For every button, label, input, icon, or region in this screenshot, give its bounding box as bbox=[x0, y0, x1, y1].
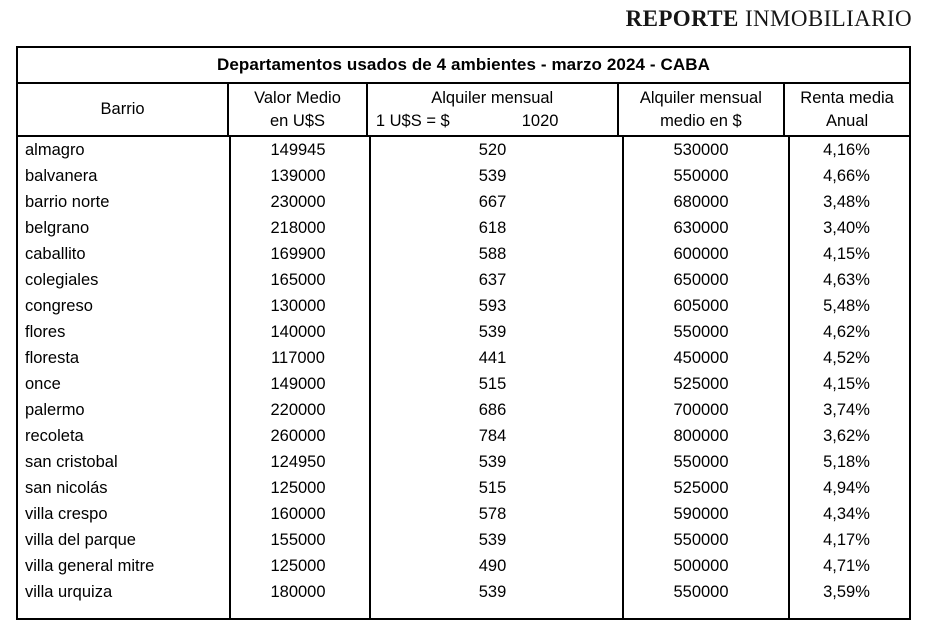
cell-barrio: villa del parque bbox=[25, 531, 136, 549]
exchange-rate-note bbox=[368, 110, 617, 133]
table-row bbox=[18, 553, 909, 579]
brand-logo bbox=[626, 6, 912, 32]
table-title: Departamentos usados de 4 ambientes - marzo 2024 - CABA bbox=[217, 55, 710, 74]
cell-renta-media-anual: 4,62% bbox=[823, 323, 870, 341]
column-header-barrio bbox=[18, 84, 229, 135]
cell-renta-media-anual: 4,52% bbox=[823, 349, 870, 367]
column-header-renta-media bbox=[785, 84, 909, 135]
cell-alquiler-mensual-pesos: 525000 bbox=[673, 479, 729, 497]
cell-alquiler-mensual-usd: 520 bbox=[478, 141, 507, 159]
brand-name-secondary: INMOBILIARIO bbox=[744, 6, 912, 31]
cell-barrio: san cristobal bbox=[25, 453, 118, 471]
cell-barrio: caballito bbox=[25, 245, 86, 263]
cell-valor-medio-usd: 218000 bbox=[270, 219, 326, 237]
column-header-valor-medio bbox=[229, 84, 368, 135]
cell-alquiler-mensual-usd: 588 bbox=[478, 245, 507, 263]
cell-valor-medio-usd: 125000 bbox=[270, 479, 326, 497]
cell-alquiler-mensual-usd: 539 bbox=[478, 323, 507, 341]
cell-renta-media-anual: 4,34% bbox=[823, 505, 870, 523]
table-title-row bbox=[18, 48, 909, 84]
table-row bbox=[18, 423, 909, 449]
cell-valor-medio-usd: 140000 bbox=[270, 323, 326, 341]
table-row bbox=[18, 371, 909, 397]
cell-alquiler-mensual-pesos: 700000 bbox=[673, 401, 729, 419]
cell-barrio: once bbox=[25, 375, 61, 393]
cell-renta-media-anual: 4,17% bbox=[823, 531, 870, 549]
cell-alquiler-mensual-usd: 784 bbox=[478, 427, 507, 445]
cell-alquiler-mensual-pesos: 525000 bbox=[673, 375, 729, 393]
column-header-alquiler-mensual-line1: Alquiler mensual bbox=[431, 88, 554, 107]
cell-renta-media-anual: 3,48% bbox=[823, 193, 870, 211]
column-header-barrio-label: Barrio bbox=[100, 100, 145, 118]
cell-renta-media-anual: 4,16% bbox=[823, 141, 870, 159]
report-table bbox=[16, 46, 911, 620]
cell-valor-medio-usd: 124950 bbox=[270, 453, 326, 471]
table-header-row bbox=[18, 84, 909, 137]
table-row bbox=[18, 345, 909, 371]
cell-renta-media-anual: 4,15% bbox=[823, 375, 870, 393]
column-header-alquiler-mensual bbox=[368, 84, 619, 135]
cell-alquiler-mensual-usd: 441 bbox=[478, 349, 507, 367]
table-row bbox=[18, 319, 909, 345]
cell-barrio: villa urquiza bbox=[25, 583, 113, 601]
cell-alquiler-mensual-pesos: 800000 bbox=[673, 427, 729, 445]
table-row bbox=[18, 449, 909, 475]
cell-alquiler-mensual-pesos: 550000 bbox=[673, 323, 729, 341]
table-row bbox=[18, 293, 909, 319]
cell-barrio: congreso bbox=[25, 297, 93, 315]
cell-alquiler-mensual-pesos: 550000 bbox=[673, 583, 729, 601]
cell-renta-media-anual: 5,18% bbox=[823, 453, 870, 471]
exchange-rate-label: 1 U$S = $ bbox=[375, 111, 450, 130]
column-header-renta-media-line2: Anual bbox=[825, 111, 869, 130]
table-row bbox=[18, 501, 909, 527]
cell-alquiler-mensual-usd: 686 bbox=[478, 401, 507, 419]
cell-renta-media-anual: 4,66% bbox=[823, 167, 870, 185]
cell-alquiler-mensual-usd: 637 bbox=[478, 271, 507, 289]
table-row bbox=[18, 475, 909, 501]
cell-alquiler-mensual-usd: 539 bbox=[478, 583, 507, 601]
cell-alquiler-mensual-pesos: 550000 bbox=[673, 453, 729, 471]
cell-valor-medio-usd: 139000 bbox=[270, 167, 326, 185]
column-header-alquiler-pesos bbox=[619, 84, 786, 135]
table-row bbox=[18, 137, 909, 163]
cell-alquiler-mensual-usd: 490 bbox=[478, 557, 507, 575]
cell-renta-media-anual: 5,48% bbox=[823, 297, 870, 315]
cell-renta-media-anual: 4,94% bbox=[823, 479, 870, 497]
cell-alquiler-mensual-pesos: 650000 bbox=[673, 271, 729, 289]
cell-alquiler-mensual-pesos: 680000 bbox=[673, 193, 729, 211]
column-header-valor-medio-line2: en U$S bbox=[269, 111, 326, 130]
cell-alquiler-mensual-usd: 515 bbox=[478, 479, 507, 497]
table-row bbox=[18, 163, 909, 189]
table-row bbox=[18, 397, 909, 423]
cell-barrio: palermo bbox=[25, 401, 85, 419]
cell-barrio: barrio norte bbox=[25, 193, 110, 211]
cell-renta-media-anual: 3,40% bbox=[823, 219, 870, 237]
cell-alquiler-mensual-usd: 515 bbox=[478, 375, 507, 393]
cell-valor-medio-usd: 117000 bbox=[271, 349, 325, 367]
cell-renta-media-anual: 4,15% bbox=[823, 245, 870, 263]
column-header-renta-media-line1: Renta media bbox=[800, 88, 894, 107]
brand-name-primary: REPORTE bbox=[625, 6, 739, 31]
column-header-alquiler-pesos-line1: Alquiler mensual bbox=[639, 88, 762, 107]
cell-valor-medio-usd: 155000 bbox=[270, 531, 326, 549]
cell-alquiler-mensual-pesos: 600000 bbox=[673, 245, 729, 263]
table-row bbox=[18, 267, 909, 293]
table-body bbox=[18, 137, 909, 618]
cell-valor-medio-usd: 230000 bbox=[270, 193, 326, 211]
cell-renta-media-anual: 3,74% bbox=[823, 401, 870, 419]
table-row bbox=[18, 215, 909, 241]
cell-barrio: villa general mitre bbox=[25, 557, 155, 575]
cell-barrio: belgrano bbox=[25, 219, 90, 237]
cell-valor-medio-usd: 165000 bbox=[270, 271, 326, 289]
cell-barrio: floresta bbox=[25, 349, 80, 367]
column-header-valor-medio-line1: Valor Medio bbox=[254, 88, 341, 107]
cell-alquiler-mensual-pesos: 550000 bbox=[673, 167, 729, 185]
cell-alquiler-mensual-usd: 667 bbox=[478, 193, 507, 211]
cell-alquiler-mensual-pesos: 550000 bbox=[673, 531, 729, 549]
cell-alquiler-mensual-pesos: 530000 bbox=[673, 141, 729, 159]
table-row bbox=[18, 241, 909, 267]
cell-alquiler-mensual-pesos: 590000 bbox=[673, 505, 729, 523]
cell-alquiler-mensual-usd: 539 bbox=[478, 531, 507, 549]
cell-alquiler-mensual-pesos: 500000 bbox=[673, 557, 729, 575]
cell-barrio: recoleta bbox=[25, 427, 84, 445]
cell-valor-medio-usd: 149000 bbox=[270, 375, 326, 393]
cell-renta-media-anual: 3,59% bbox=[823, 583, 870, 601]
cell-barrio: colegiales bbox=[25, 271, 99, 289]
cell-valor-medio-usd: 260000 bbox=[270, 427, 326, 445]
cell-valor-medio-usd: 169900 bbox=[270, 245, 326, 263]
table-row bbox=[18, 527, 909, 553]
cell-barrio: villa crespo bbox=[25, 505, 108, 523]
cell-valor-medio-usd: 160000 bbox=[270, 505, 326, 523]
cell-alquiler-mensual-usd: 593 bbox=[478, 297, 507, 315]
cell-valor-medio-usd: 125000 bbox=[270, 557, 326, 575]
cell-valor-medio-usd: 130000 bbox=[270, 297, 326, 315]
cell-barrio: san nicolás bbox=[25, 479, 108, 497]
cell-alquiler-mensual-usd: 578 bbox=[478, 505, 507, 523]
cell-barrio: balvanera bbox=[25, 167, 98, 185]
table-row bbox=[18, 189, 909, 215]
cell-valor-medio-usd: 149945 bbox=[270, 141, 326, 159]
cell-barrio: flores bbox=[25, 323, 66, 341]
exchange-rate-value: 1020 bbox=[521, 111, 559, 130]
cell-valor-medio-usd: 220000 bbox=[270, 401, 326, 419]
cell-alquiler-mensual-usd: 539 bbox=[478, 453, 507, 471]
cell-renta-media-anual: 4,63% bbox=[823, 271, 870, 289]
cell-barrio: almagro bbox=[25, 141, 85, 159]
cell-valor-medio-usd: 180000 bbox=[270, 583, 326, 601]
cell-alquiler-mensual-usd: 618 bbox=[478, 219, 507, 237]
table-row bbox=[18, 579, 909, 605]
cell-renta-media-anual: 3,62% bbox=[823, 427, 870, 445]
cell-alquiler-mensual-pesos: 605000 bbox=[673, 297, 729, 315]
cell-alquiler-mensual-pesos: 630000 bbox=[673, 219, 729, 237]
cell-alquiler-mensual-pesos: 450000 bbox=[673, 349, 729, 367]
column-header-alquiler-pesos-line2: medio en $ bbox=[660, 111, 742, 130]
cell-renta-media-anual: 4,71% bbox=[823, 557, 870, 575]
cell-alquiler-mensual-usd: 539 bbox=[478, 167, 507, 185]
